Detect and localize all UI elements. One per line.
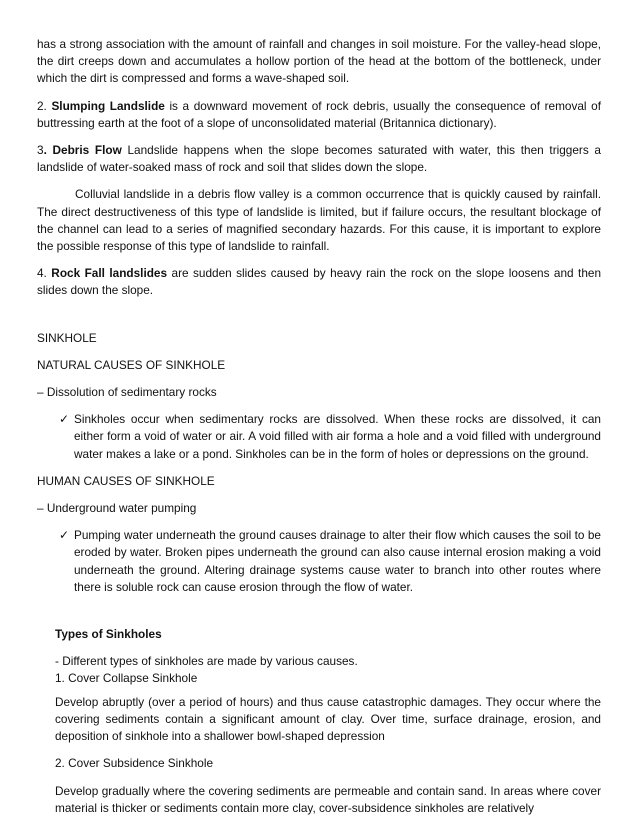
section-heading-sinkhole: SINKHOLE: [37, 330, 97, 345]
term-slumping-landslide: Slumping Landslide: [51, 98, 165, 113]
paragraph-valley-head: has a strong association with the amount of rainfall and changes in soil moisture. For the valley-head slope, the dirt creeps down and accumulates a hollow portion of the head at the bottom of the bottleneck, under which the dirt is compressed and forms a wave-shaped soil.: [37, 37, 601, 86]
types-section: [37, 626, 601, 817]
spacer: [37, 606, 601, 626]
spacer: [37, 310, 601, 330]
rockfall-text: are sudden slides caused by heavy rain the rock on the slope loosens and then slides down the slope.: [37, 266, 602, 298]
bullet-natural-sinkholes: [37, 411, 601, 463]
item-number: 3: [37, 143, 44, 158]
cover-collapse-heading: 1. Cover Collapse Sinkhole: [55, 671, 198, 686]
types-intro-line: - Different types of sinkholes are made by various causes.: [55, 654, 358, 669]
bullet-text: Sinkholes occur when sedimentary rocks are dissolved. When these rocks are dissolved, it can either form a void of water or air. A void filled with air forma a hole and a void filled with underground water makes a lake or a pond. Sinkholes can be in the form of holes or depressions on the ground.: [74, 412, 601, 461]
cover-subsidence-text: Develop gradually where the covering sediments are permeable and contain sand. In areas where cover material is thicker or sediments contain more clay, cover-subsidence sinkholes are relatively: [55, 783, 601, 815]
check-icon: ✓: [59, 412, 70, 427]
debris-text: Landslide happens when the slope becomes saturated with water, this then triggers a landslide of water-soaked mass of rock and soil that slides down the slope.: [37, 143, 601, 175]
term-rock-fall: Rock Fall landslides: [51, 266, 168, 281]
check-icon: ✓: [59, 528, 70, 543]
paragraph-colluvial: Colluvial landslide in a debris flow valley is a common occurrence that is quickly caused by rainfall. The direct destructiveness of this type of landslide is limited, but if failure occurs, the resultant blockage of the channel can lead to a series of magnified secondary hazards. For this cause, it is important to explore the possible response of this type of landslide to rainfall.: [37, 187, 601, 254]
item-number: 2.: [37, 98, 52, 113]
subheading-natural-causes: NATURAL CAUSES OF SINKHOLE: [37, 357, 226, 372]
bullet-human-sinkholes: [37, 527, 601, 596]
paragraph-debris-flow: [37, 142, 601, 176]
term-debris-flow: . Debris Flow: [43, 143, 122, 158]
types-heading: [55, 626, 601, 643]
dash-item-dissolution: – Dissolution of sedimentary rocks: [37, 385, 217, 400]
dash-item-pumping: – Underground water pumping: [37, 501, 197, 516]
cover-subsidence-heading: 2. Cover Subsidence Sinkhole: [55, 756, 214, 771]
bullet-text: Pumping water underneath the ground causes drainage to alter their flow which causes the soil to be eroded by water. Broken pipes underneath the ground can also cause internal erosion making a void underneath the ground. Altering drainage systems cause water to branch into other routes where there is soluble rock can cause erosion through the flow of water.: [74, 528, 601, 594]
subheading-human-causes: HUMAN CAUSES OF SINKHOLE: [37, 473, 215, 488]
types-intro: [55, 653, 601, 687]
cover-collapse-text: Develop abruptly (over a period of hours) and thus cause catastrophic damages. They occur where the covering sediments contain a significant amount of clay. Over time, surface drainage, erosion, and deposition of sinkhole into a shallower bowl-shaped depression: [55, 694, 601, 744]
slumping-text: is a downward movement of rock debris, usually the consequence of removal of buttressing earth at the foot of a slope of unconsolidated material (Britannica dictionary).: [37, 98, 601, 130]
item-number: 4.: [37, 266, 52, 281]
paragraph-rock-fall: [37, 265, 601, 299]
types-heading-text: Types of Sinkholes: [55, 627, 162, 642]
paragraph-slumping-landslide: [37, 98, 601, 132]
